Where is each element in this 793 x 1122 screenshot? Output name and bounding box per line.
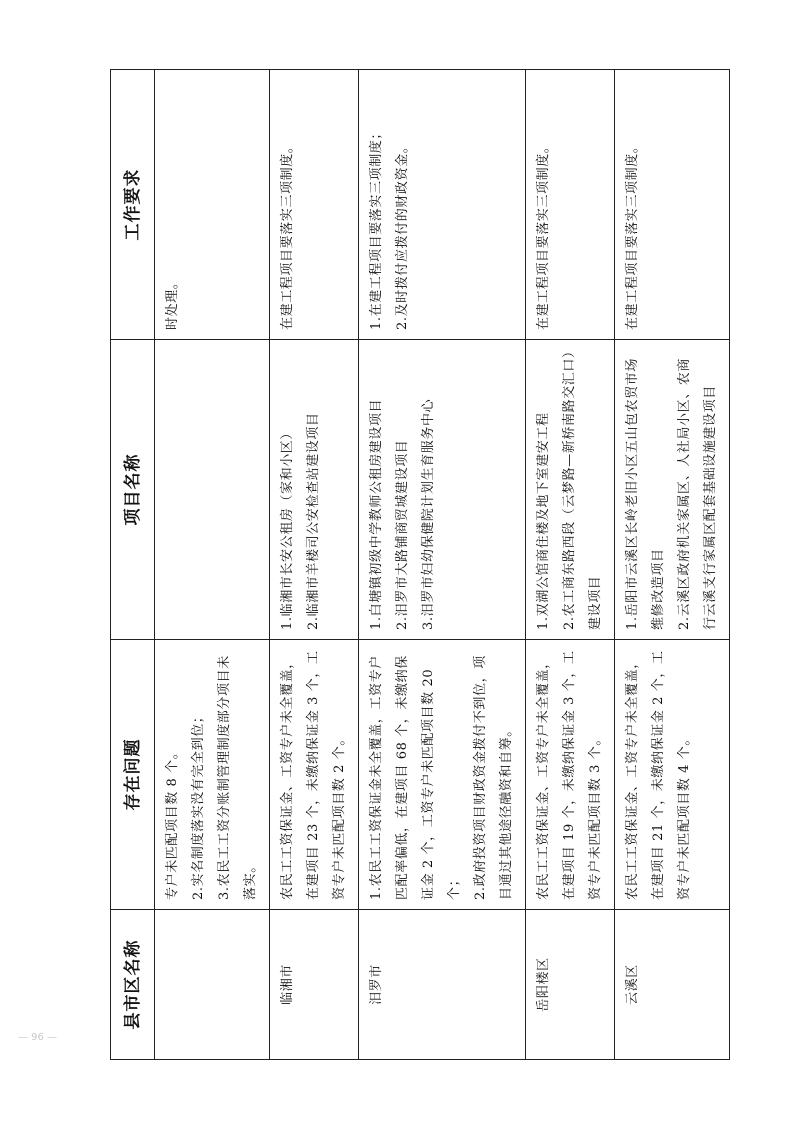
header-problems: 存在问题 [111,640,155,910]
table-row [359,70,526,1060]
project-line: 3.汨罗市妇幼保健院计划生育服务中心 [421,398,436,630]
problem-line: 3.农民工工资分账制管理制度部分项目未落实。 [217,655,258,900]
problems-cell [526,640,615,910]
requirement-line: 时处理。 [165,275,180,330]
problem-line: 2.政府投资项目财政资金拨付不到位，项目通过其他途径融资和自筹。 [473,655,514,900]
projects-cell [615,340,730,640]
county-cell: 岳阳楼区 [526,910,615,1060]
project-line: 1.岳阳市云溪区长岭老旧小区五山包农贸市场维修改造项目 [625,357,666,630]
problem-line: 专户未匹配项目数 8 个。 [165,745,180,900]
problems-cell [270,640,359,910]
requirement-line: 1.在建工程项目要落实三项制度； [369,125,384,330]
project-line: 1.临湘市长安公租房（家和小区） [280,425,295,630]
page-number: — 96 — [18,1032,58,1043]
problems-cell [359,640,526,910]
requirement-line: 在建工程项目要落实三项制度。 [536,139,551,330]
projects-cell [359,340,526,640]
problem-line: 农民工工资保证金、工资专户未全覆盖，在建项目 21 个，未缴纳保证金 2 个，工资专户未匹配项目数 4 个。 [625,650,692,900]
project-line: 2.汨罗市大路铺商贸城建设项目 [395,439,410,630]
requirements-cell [270,70,359,340]
project-line: 2.临湘市羊楼司公安检查站建设项目 [306,412,321,630]
table-row [155,70,270,1060]
problems-cell [155,640,270,910]
requirements-cell [615,70,730,340]
projects-cell [526,340,615,640]
table-row [526,70,615,1060]
problem-line: 2.实名制度落实没有完全到位； [191,709,206,900]
county-cell: 汨罗市 [359,910,526,1060]
rotated-table-wrapper [110,70,718,1060]
county-cell: 临湘市 [270,910,359,1060]
problem-line: 1.农民工工资保证金未全覆盖，工资专户匹配率偏低，在建项目 68 个，未缴纳保证金 2 个，工资专户未匹配项目数 20 个； [369,655,462,900]
table-row [615,70,730,1060]
project-line: 2.农工商东路西段（云梦路—新桥南路交汇口）建设项目 [562,350,603,630]
requirement-line: 在建工程项目要落实三项制度。 [625,139,640,330]
problems-cell [615,640,730,910]
problem-line: 农民工工资保证金、工资专户未全覆盖，在建项目 19 个，未缴纳保证金 3 个，工资专户未匹配项目数 3 个。 [536,650,603,900]
requirement-line: 在建工程项目要落实三项制度。 [280,139,295,330]
table-row [270,70,359,1060]
requirements-cell [155,70,270,340]
project-line: 1.白塘镇初级中学教师公租房建设项目 [369,398,384,630]
county-cell: 云溪区 [615,910,730,1060]
requirements-cell [526,70,615,340]
requirement-line: 2.及时拨付应拨付的财政资金。 [395,139,410,330]
county-cell [155,910,270,1060]
header-projects: 项目名称 [111,340,155,640]
projects-cell [270,340,359,640]
header-requirements: 工作要求 [111,70,155,340]
problem-line: 农民工工资保证金、工资专户未全覆盖，在建项目 23 个，未缴纳保证金 3 个，工资专户未匹配项目数 2 个。 [280,650,347,900]
project-line: 2.云溪区政府机关家属区、人社局小区、农商行云溪支行家属区配套基础设施建设项目 [677,357,718,630]
table-header-row [111,70,155,1060]
requirements-cell [359,70,526,340]
projects-cell [155,340,270,640]
header-county: 县市区名称 [111,910,155,1060]
problem-table [110,69,730,1060]
project-line: 1.双湖公馆商住楼及地下室建安工程 [536,412,551,630]
